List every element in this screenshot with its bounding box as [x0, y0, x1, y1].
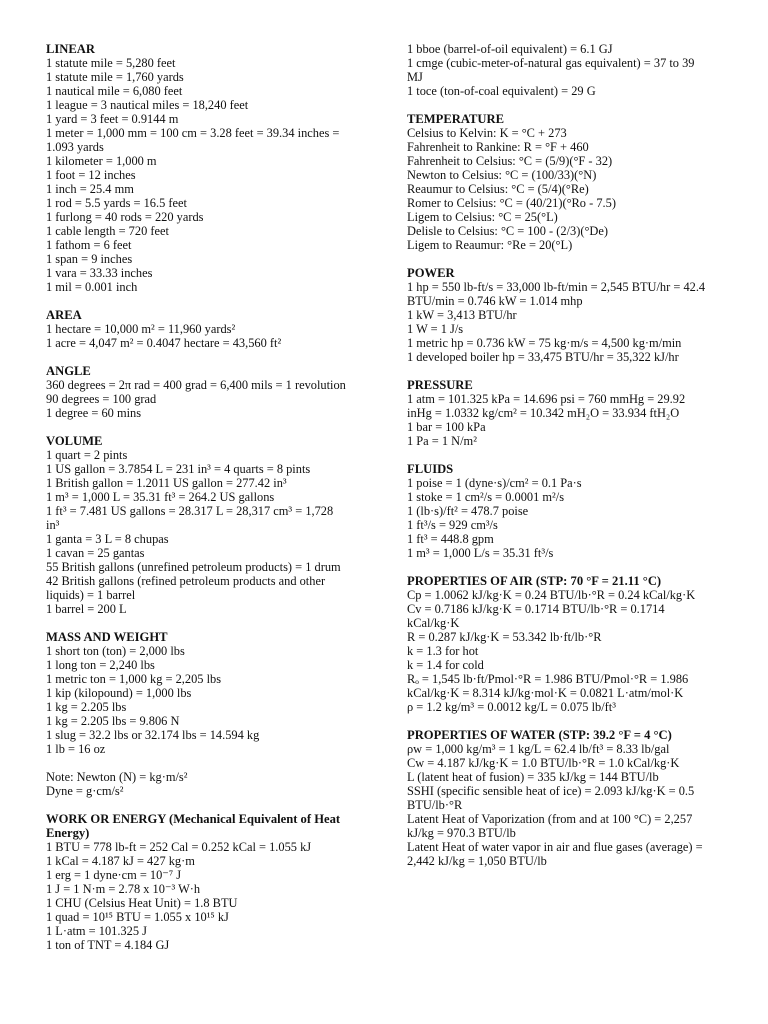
conversion-line: 1 hectare = 10,000 m² = 11,960 yards² — [46, 322, 236, 336]
conversion-line: 2,442 kJ/kg = 1,050 BTU/lb — [407, 854, 547, 868]
conversion-line: inHg = 1.0332 kg/cm² = 10.342 mH₂O = 33.934 ftH₂O — [407, 406, 680, 420]
conversion-line: 42 British gallons (refined petroleum products and other — [46, 574, 326, 588]
conversion-section — [46, 308, 386, 350]
conversion-line: 1.093 yards — [46, 140, 104, 154]
conversion-line: 1 furlong = 40 rods = 220 yards — [46, 210, 204, 224]
conversion-line: 1 poise = 1 (dyne·s)/cm² = 0.1 Pa·s — [407, 476, 582, 490]
conversion-line: 1 erg = 1 dyne·cm = 10⁻⁷ J — [46, 868, 182, 882]
conversion-section — [407, 728, 725, 868]
conversion-section — [407, 112, 725, 252]
conversion-line: 1 metric ton = 1,000 kg = 2,205 lbs — [46, 672, 222, 686]
conversion-line: R = 0.287 kJ/kg·K = 53.342 lb·ft/lb·°R — [407, 630, 602, 644]
section-heading: ANGLE — [46, 364, 91, 378]
conversion-line: Ligem to Celsius: °C = 25(°L) — [407, 210, 558, 224]
conversion-line: Cv = 0.7186 kJ/kg·K = 0.1714 BTU/lb·°R = 0.1714 — [407, 602, 665, 616]
conversion-line: Dyne = g·cm/s² — [46, 784, 124, 798]
conversion-line: 1 degree = 60 mins — [46, 406, 142, 420]
section-heading: PROPERTIES OF WATER (STP: 39.2 °F = 4 °C) — [407, 728, 672, 742]
conversion-line: Fahrenheit to Rankine: R = °F + 460 — [407, 140, 589, 154]
conversion-line: k = 1.3 for hot — [407, 644, 479, 658]
conversion-line: BTU/lb·°R — [407, 798, 463, 812]
conversion-section — [407, 574, 725, 714]
conversion-line: 1 kilometer = 1,000 m — [46, 154, 157, 168]
conversion-line: 1 ton of TNT = 4.184 GJ — [46, 938, 170, 952]
conversion-line: 1 short ton (ton) = 2,000 lbs — [46, 644, 185, 658]
conversion-line: 1 m³ = 1,000 L/s = 35.31 ft³/s — [407, 546, 554, 560]
conversion-line: 1 bar = 100 kPa — [407, 420, 486, 434]
conversion-line: 1 kCal = 4.187 kJ = 427 kg·m — [46, 854, 195, 868]
conversion-line: 1 US gallon = 3.7854 L = 231 in³ = 4 quarts = 8 pints — [46, 462, 311, 476]
conversion-line: k = 1.4 for cold — [407, 658, 484, 672]
conversion-line: ρw = 1,000 kg/m³ = 1 kg/L = 62.4 lb/ft³ = 8.33 lb/gal — [407, 742, 670, 756]
conversion-section — [407, 42, 725, 98]
conversion-line: 1 quad = 10¹⁵ BTU = 1.055 x 10¹⁵ kJ — [46, 910, 229, 924]
section-heading: AREA — [46, 308, 82, 322]
conversion-line: 1 league = 3 nautical miles = 18,240 feet — [46, 98, 249, 112]
conversion-section — [407, 462, 725, 560]
right-column — [407, 42, 725, 882]
conversion-line: 1 cavan = 25 gantas — [46, 546, 145, 560]
conversion-line: 1 developed boiler hp = 33,475 BTU/hr = 35,322 kJ/hr — [407, 350, 679, 364]
conversion-line: 1 statute mile = 1,760 yards — [46, 70, 184, 84]
conversion-line: 1 atm = 101.325 kPa = 14.696 psi = 760 mmHg = 29.92 — [407, 392, 686, 406]
conversion-line: 1 ft³ = 7.481 US gallons = 28.317 L = 28,317 cm³ = 1,728 — [46, 504, 334, 518]
section-heading: VOLUME — [46, 434, 103, 448]
conversion-line: 1 statute mile = 5,280 feet — [46, 56, 176, 70]
conversion-line: Delisle to Celsius: °C = 100 - (2/3)(°De) — [407, 224, 609, 238]
conversion-line: 1 meter = 1,000 mm = 100 cm = 3.28 feet = 39.34 inches = — [46, 126, 340, 140]
section-heading: TEMPERATURE — [407, 112, 505, 126]
conversion-line: 1 BTU = 778 lb-ft = 252 Cal = 0.252 kCal = 1.055 kJ — [46, 840, 312, 854]
conversion-line: Note: Newton (N) = kg·m/s² — [46, 770, 188, 784]
conversion-line: kJ/kg = 970.3 BTU/lb — [407, 826, 516, 840]
conversion-line: 1 mil = 0.001 inch — [46, 280, 138, 294]
conversion-line: 1 W = 1 J/s — [407, 322, 464, 336]
conversion-line: 1 slug = 32.2 lbs or 32.174 lbs = 14.594 kg — [46, 728, 260, 742]
conversion-line: Newton to Celsius: °C = (100/33)(°N) — [407, 168, 597, 182]
conversion-line: Rₒ = 1,545 lb·ft/Pmol·°R = 1.986 BTU/Pmol·°R = 1.986 — [407, 672, 689, 686]
section-heading: WORK OR ENERGY (Mechanical Equivalent of Heat Energy) — [46, 812, 341, 840]
conversion-line: 1 British gallon = 1.2011 US gallon = 277.42 in³ — [46, 476, 287, 490]
conversion-line: Celsius to Kelvin: K = °C + 273 — [407, 126, 567, 140]
conversion-line: Fahrenheit to Celsius: °C = (5/9)(°F - 32) — [407, 154, 613, 168]
conversion-line: 1 long ton = 2,240 lbs — [46, 658, 155, 672]
conversion-line: ρ = 1.2 kg/m³ = 0.0012 kg/L = 0.075 lb/ft³ — [407, 700, 616, 714]
conversion-line: 1 quart = 2 pints — [46, 448, 128, 462]
conversion-line: 1 rod = 5.5 yards = 16.5 feet — [46, 196, 187, 210]
conversion-line: 90 degrees = 100 grad — [46, 392, 157, 406]
conversion-line: MJ — [407, 70, 423, 84]
conversion-line: 1 CHU (Celsius Heat Unit) = 1.8 BTU — [46, 896, 238, 910]
conversion-line: 1 stoke = 1 cm²/s = 0.0001 m²/s — [407, 490, 565, 504]
section-heading: PRESSURE — [407, 378, 473, 392]
conversion-line: 1 bboe (barrel-of-oil equivalent) = 6.1 GJ — [407, 42, 613, 56]
conversion-line: 1 lb = 16 oz — [46, 742, 106, 756]
conversion-line: 1 ft³/s = 929 cm³/s — [407, 518, 498, 532]
conversion-section — [46, 434, 386, 616]
conversion-line: SSHI (specific sensible heat of ice) = 2.093 kJ/kg·K = 0.5 — [407, 784, 695, 798]
conversion-line: Latent Heat of Vaporization (from and at 100 °C) = 2,257 — [407, 812, 693, 826]
conversion-section — [407, 266, 725, 364]
conversion-line: Cw = 4.187 kJ/kg·K = 1.0 BTU/lb·°R = 1.0 kCal/kg·K — [407, 756, 680, 770]
conversion-line: L (latent heat of fusion) = 335 kJ/kg = 144 BTU/lb — [407, 770, 659, 784]
conversion-line: 1 L·atm = 101.325 J — [46, 924, 147, 938]
conversion-line: BTU/min = 0.746 kW = 1.014 mhp — [407, 294, 583, 308]
conversion-line: 1 nautical mile = 6,080 feet — [46, 84, 183, 98]
conversion-line: 1 kW = 3,413 BTU/hr — [407, 308, 517, 322]
conversion-line: 1 m³ = 1,000 L = 35.31 ft³ = 264.2 US gallons — [46, 490, 275, 504]
conversion-line: 1 span = 9 inches — [46, 252, 133, 266]
conversion-line: 1 kg = 2.205 lbs = 9.806 N — [46, 714, 180, 728]
section-heading: PROPERTIES OF AIR (STP: 70 °F = 21.11 °C) — [407, 574, 662, 588]
conversion-line: 1 fathom = 6 feet — [46, 238, 132, 252]
conversion-line: 1 barrel = 200 L — [46, 602, 127, 616]
conversion-line: 1 ft³ = 448.8 gpm — [407, 532, 494, 546]
conversion-line: 1 vara = 33.33 inches — [46, 266, 153, 280]
conversion-line: 1 acre = 4,047 m² = 0.4047 hectare = 43,560 ft² — [46, 336, 282, 350]
conversion-line: 1 metric hp = 0.736 kW = 75 kg·m/s = 4,500 kg·m/min — [407, 336, 682, 350]
conversion-line: 1 cmge (cubic-meter-of-natural gas equivalent) = 37 to 39 — [407, 56, 695, 70]
conversion-line: 55 British gallons (unrefined petroleum products) = 1 drum — [46, 560, 341, 574]
section-heading: LINEAR — [46, 42, 95, 56]
conversion-line: Ligem to Reaumur: °Re = 20(°L) — [407, 238, 573, 252]
conversion-line: Cp = 1.0062 kJ/kg·K = 0.24 BTU/lb·°R = 0.24 kCal/kg·K — [407, 588, 696, 602]
conversion-line: 1 ganta = 3 L = 8 chupas — [46, 532, 169, 546]
conversion-line: in³ — [46, 518, 60, 532]
conversion-line: 1 inch = 25.4 mm — [46, 182, 134, 196]
conversion-line: 1 J = 1 N·m = 2.78 x 10⁻³ W·h — [46, 882, 201, 896]
conversion-line: kCal/kg·K = 8.314 kJ/kg·mol·K = 0.0821 L·atm/mol·K — [407, 686, 684, 700]
section-heading: POWER — [407, 266, 455, 280]
left-column — [46, 42, 386, 966]
conversion-section — [407, 378, 725, 448]
conversion-line: 1 Pa = 1 N/m² — [407, 434, 477, 448]
conversion-line: 1 yard = 3 feet = 0.9144 m — [46, 112, 179, 126]
section-heading: MASS AND WEIGHT — [46, 630, 168, 644]
conversion-line: 360 degrees = 2π rad = 400 grad = 6,400 mils = 1 revolution — [46, 378, 346, 392]
conversion-line: liquids) = 1 barrel — [46, 588, 136, 602]
conversion-line: Romer to Celsius: °C = (40/21)(°Ro - 7.5) — [407, 196, 616, 210]
conversion-line: 1 toce (ton-of-coal equivalent) = 29 G — [407, 84, 596, 98]
conversion-line: kCal/kg·K — [407, 616, 460, 630]
conversion-line: 1 kip (kilopound) = 1,000 lbs — [46, 686, 192, 700]
conversion-section — [46, 812, 386, 952]
conversion-section — [46, 630, 386, 756]
conversion-line: Latent Heat of water vapor in air and flue gases (average) = — [407, 840, 703, 854]
conversion-section — [46, 770, 386, 798]
conversion-line: 1 (lb·s)/ft² = 478.7 poise — [407, 504, 529, 518]
conversion-line: 1 hp = 550 lb-ft/s = 33,000 lb-ft/min = 2,545 BTU/hr = 42.4 — [407, 280, 706, 294]
conversion-line: 1 kg = 2.205 lbs — [46, 700, 127, 714]
conversion-section — [46, 42, 386, 294]
conversion-line: 1 cable length = 720 feet — [46, 224, 169, 238]
conversion-line: 1 foot = 12 inches — [46, 168, 136, 182]
conversion-line: Reaumur to Celsius: °C = (5/4)(°Re) — [407, 182, 589, 196]
conversion-section — [46, 364, 386, 420]
section-heading: FLUIDS — [407, 462, 454, 476]
